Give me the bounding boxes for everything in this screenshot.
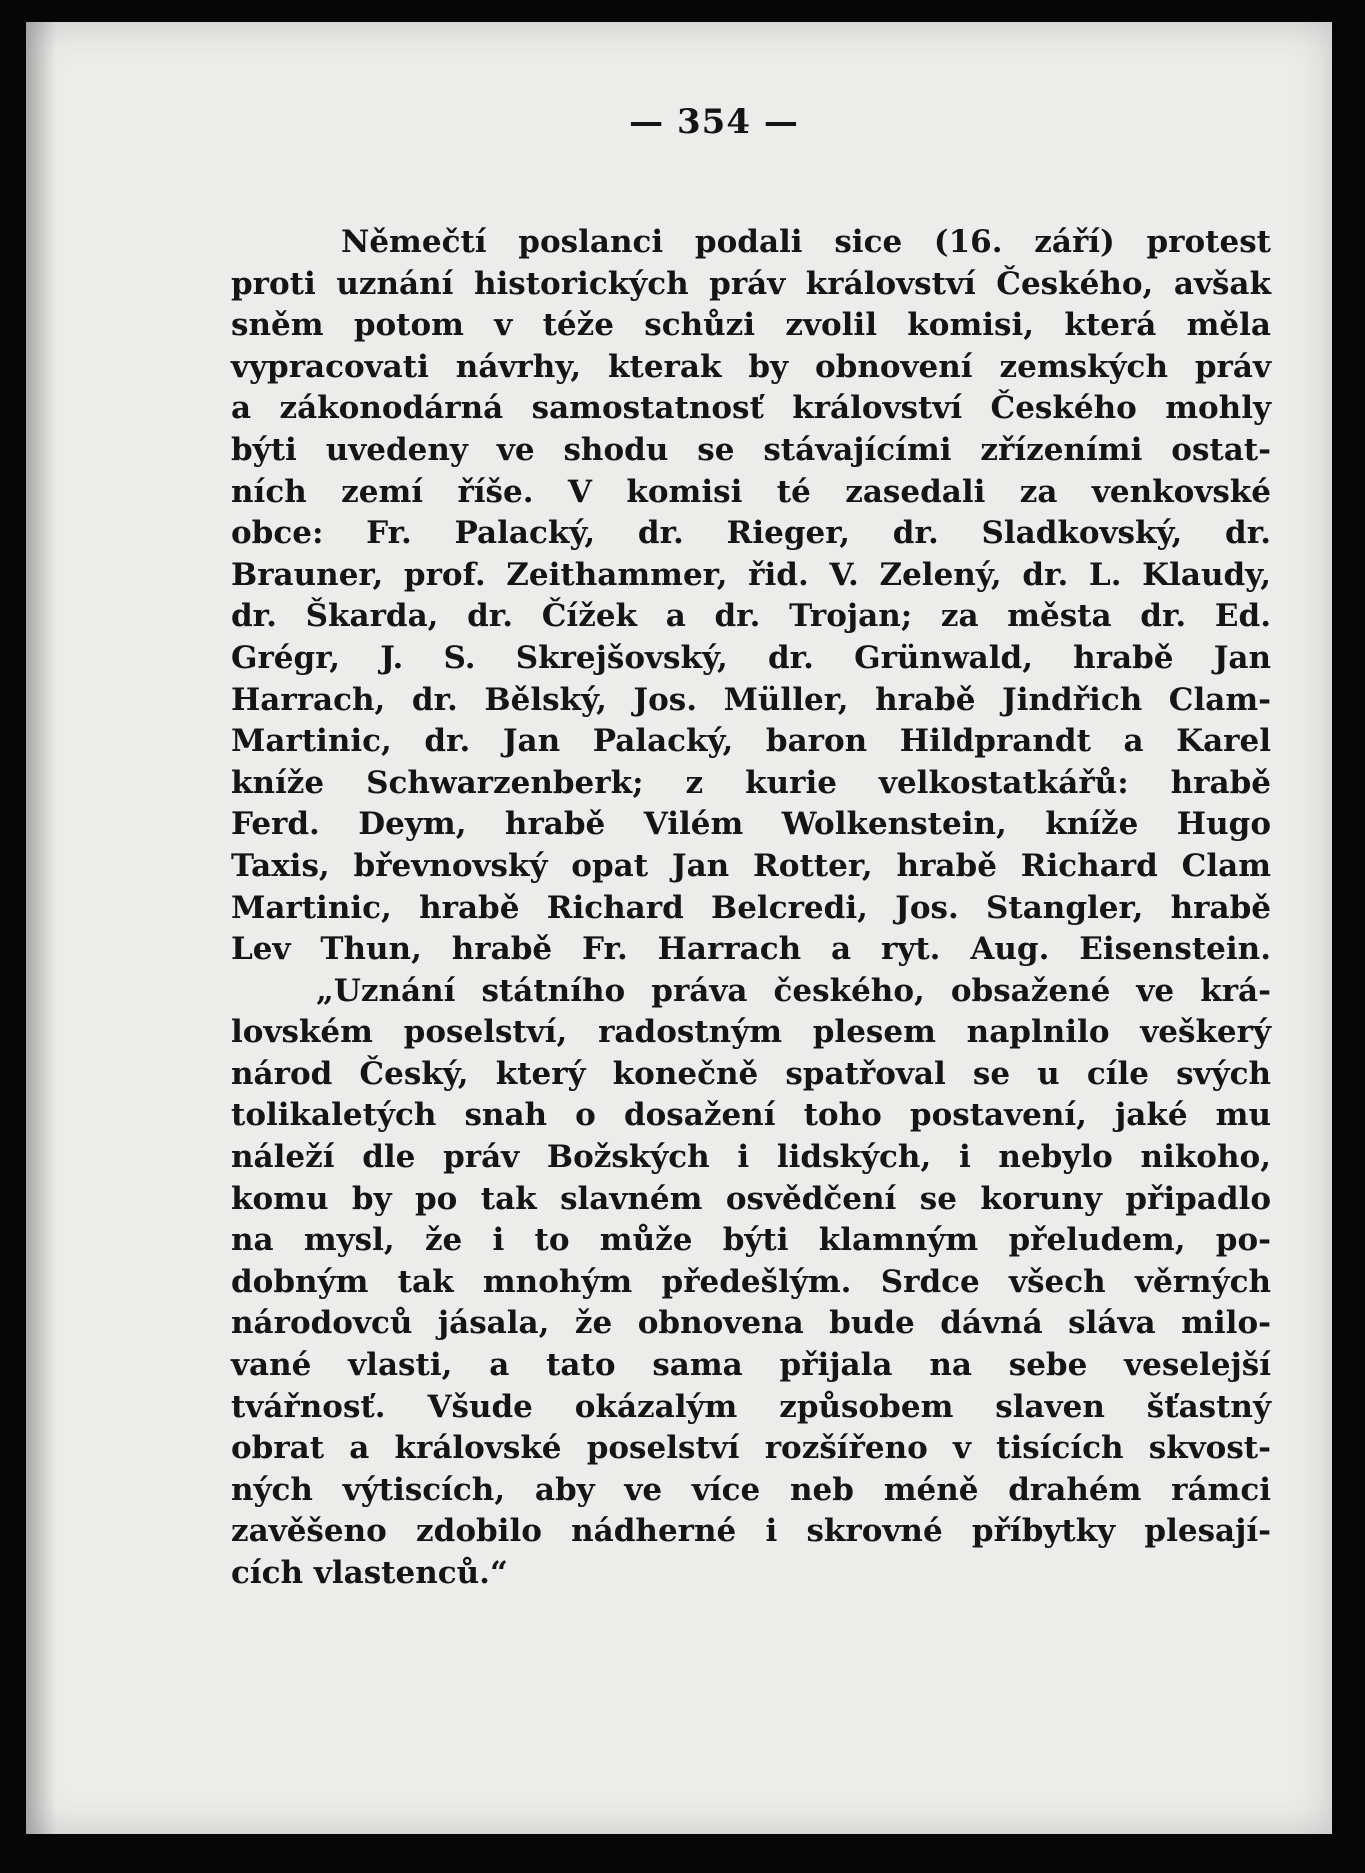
text-line: dr. Škarda, dr. Čížek a dr. Trojan; za města dr. Ed. [231, 598, 1271, 635]
text-line: Martinic, hrabě Richard Belcredi, Jos. Stangler, hrabě [231, 889, 1271, 926]
text-line: proti uznání historických práv království Českého, avšak [231, 265, 1271, 302]
text-line: ných výtiscích, aby ve více neb méně drahém rámci [231, 1471, 1271, 1508]
text-line: náleží dle práv Božských i lidských, i nebylo nikoho, [231, 1139, 1271, 1176]
text-line: národovců jásala, že obnovena bude dávná sláva milo- [231, 1305, 1271, 1342]
text-line: vypracovati návrhy, kterak by obnovení zemských práv [231, 348, 1271, 385]
text-line: býti uvedeny ve shodu se stávajícími zřízeními ostat- [231, 431, 1271, 468]
text-line: Němečtí poslanci podali sice (16. září) protest [341, 224, 1271, 260]
text-line: „Uznání státního práva českého, obsažené ve krá- [316, 972, 1271, 1009]
book-page [26, 22, 1332, 1834]
text-line: a zákonodárná samostatnosť království Českého mohly [231, 390, 1271, 427]
text-line: zavěšeno zdobilo nádherné i skrovné příbytky plesají- [231, 1513, 1271, 1550]
text-line: Brauner, prof. Zeithammer, řid. V. Zelený, dr. L. Klaudy, [231, 556, 1271, 593]
text-line: Grégr, J. S. Skrejšovský, dr. Grünwald, hrabě Jan [231, 639, 1271, 676]
text-line: národ Český, který konečně spatřoval se u cíle svých [231, 1055, 1271, 1092]
text-line: cích vlastenců.“ [231, 1555, 508, 1591]
text-line: tvářnosť. Všude okázalým způsobem slaven šťastný [231, 1388, 1271, 1425]
text-line: Taxis, břevnovský opat Jan Rotter, hrabě Richard Clam [231, 847, 1271, 884]
gutter-shadow [26, 22, 56, 1834]
text-line: Harrach, dr. Bělský, Jos. Müller, hrabě Jindřich Clam- [231, 681, 1271, 718]
text-line: ních zemí říše. V komisi té zasedali za venkovské [231, 473, 1271, 510]
text-line: tolikaletých snah o dosažení toho postavení, jaké mu [231, 1097, 1271, 1134]
text-line: dobným tak mnohým předešlým. Srdce všech věrných [231, 1263, 1271, 1300]
text-line: Martinic, dr. Jan Palacký, baron Hildprandt a Karel [231, 723, 1271, 760]
text-line: obce: Fr. Palacký, dr. Rieger, dr. Sladkovský, dr. [231, 515, 1271, 552]
text-line: vané vlasti, a tato sama přijala na sebe veselejší [231, 1347, 1271, 1384]
text-line: kníže Schwarzenberk; z kurie velkostatkářů: hrabě [231, 764, 1271, 801]
text-line: Lev Thun, hrabě Fr. Harrach a ryt. Aug. Eisenstein. [231, 931, 1271, 968]
text-line: na mysl, že i to může býti klamným přeludem, po- [231, 1222, 1271, 1259]
page-number: — 354 — [629, 102, 799, 142]
text-line: komu by po tak slavném osvědčení se koruny připadlo [231, 1180, 1271, 1217]
text-line: obrat a královské poselství rozšířeno v tisících skvost- [231, 1430, 1271, 1467]
text-line: sněm potom v téže schůzi zvolil komisi, která měla [231, 307, 1271, 344]
text-line: Ferd. Deym, hrabě Vilém Wolkenstein, kníže Hugo [231, 806, 1271, 843]
text-line: lovském poselství, radostným plesem naplnilo veškerý [231, 1014, 1271, 1051]
body-text [231, 222, 1271, 1595]
